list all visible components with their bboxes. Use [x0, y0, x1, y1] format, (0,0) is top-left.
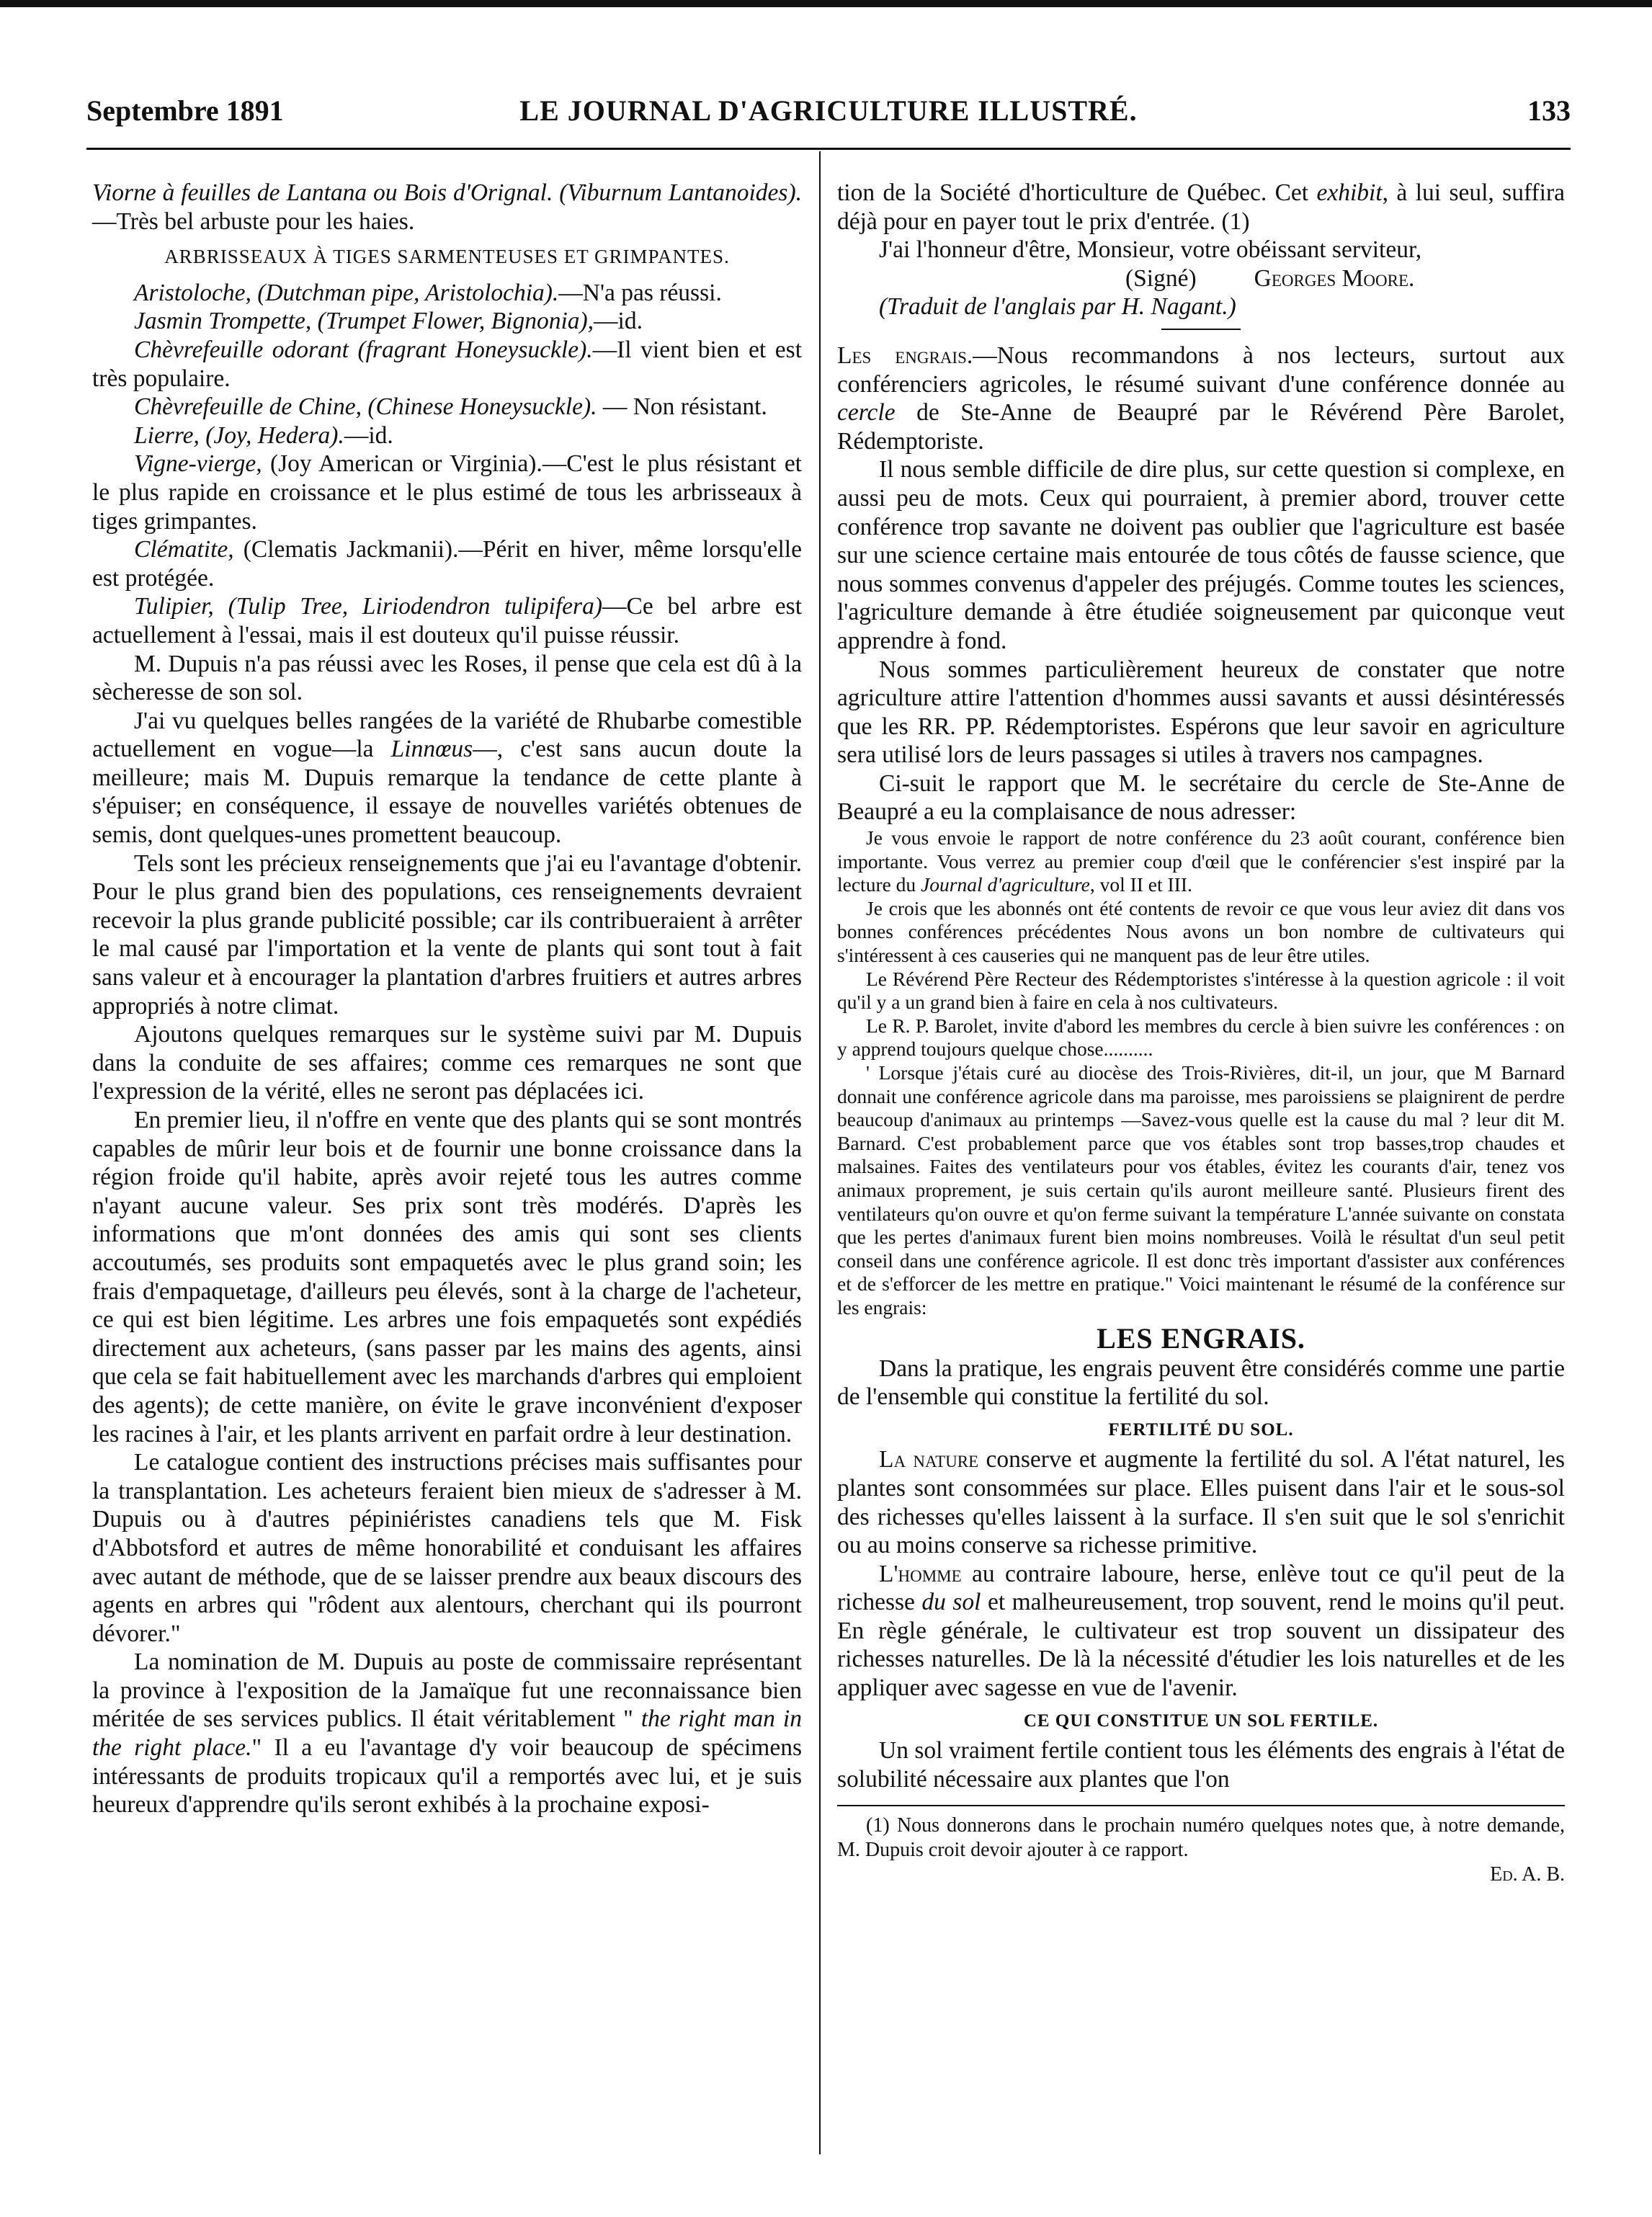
plant-name: Chèvrefeuille de Chine, (Chinese Honeysuckle). [134, 393, 597, 421]
text: —Ce bel arbre est actuellement à l'essai, mais il est douteux qu'il puisse réussir. [92, 593, 803, 648]
page-number: 133 [1527, 94, 1571, 127]
plant-name: Aristoloche, (Dutchman pipe, Aristolochia). [134, 279, 559, 306]
text: conserve et augmente la fertilité du sol. A l'état naturel, les plantes sont consommées sur place. Elles puisent dans l'air et le sous-sol des richesses qu'elles laissent à la surface. Il s'en suit que le sol s'enrichit ou au moins conserve sa richesse primitive. [837, 1446, 1566, 1559]
plant-name: Vigne-vierge, [134, 450, 262, 478]
lead-in: La nature [879, 1446, 979, 1473]
paragraph: Nous sommes particulièrement heureux de constater que notre agriculture attire l'attention d'hommes aussi savants et aussi désintéressés que les RR. PP. Rédemptoristes. Espérons que leur savoir en agriculture sera utilisé lors de leurs passages si utiles à travers nos campagnes. [837, 656, 1565, 769]
column-divider [819, 151, 821, 2154]
section-heading: ARBRISSEAUX À TIGES SARMENTEUSES ET GRIMPANTES. [164, 246, 730, 268]
footnote [837, 1814, 1565, 1887]
text-italic: exhibit [1316, 179, 1383, 206]
text: tion de la Société d'horticulture de Québec. Cet [837, 179, 1317, 206]
text: et malheureusement, trop souvent, rend le moins qu'il peut. En règle générale, le cultivateur est trop souvent un dissipateur des richesses naturelles. De là la nécessité d'étudier les lois naturelles et de les appliquer avec sagesse en vue de l'avenir. [837, 1589, 1565, 1702]
text: (Joy American or Virginia).—C'est le plus résistant et le plus rapide en croissance et le plus estimé de tous les arbrisseaux à tiges grimpantes. [92, 450, 802, 535]
paragraph [92, 450, 802, 535]
right-column [837, 179, 1565, 1887]
plant-name: Lierre, (Joy, Hedera). [134, 421, 344, 449]
paragraph: Ajoutons quelques remarques sur le système suivi par M. Dupuis dans la conduite de ses affaires; comme ces remarques ne sont que l'expression de la vérité, elles ne seront pas déplacées ici. [92, 1021, 802, 1105]
text: —N'a pas réussi. [558, 279, 722, 306]
text: " Il a eu l'avantage d'y voir beaucoup de spécimens intéressants de produits tropicaux qu'il a remportés avec lui, et je suis heureux d'apprendre qu'ils seront exhibés à la prochaine exposi- [92, 1734, 802, 1819]
text: La nomination de M. Dupuis au poste de commissaire représentant la province à l'exposition de la Jamaïque fut une reconnaissance bien méritée de ses services publics. Il était véritablement " [92, 1649, 802, 1733]
plant-name: Tulipier, (Tulip Tree, Liriodendron tulipifera) [134, 593, 602, 620]
closing: J'ai l'honneur d'être, Monsieur, votre obéissant serviteur, [879, 236, 1422, 264]
author-name: Georges Moore. [1254, 264, 1415, 292]
text-italic: cercle [837, 399, 896, 427]
text: de Ste-Anne de Beaupré par le Révérend Père Barolet, Rédemptoriste. [837, 399, 1565, 455]
paragraph [92, 592, 802, 649]
paragraph: Un sol vraiment fertile contient tous les éléments des engrais à l'état de solubilité nécessaire aux plantes que l'on [837, 1737, 1565, 1793]
paragraph [92, 179, 802, 236]
quoted-report [837, 826, 1565, 1319]
left-column [92, 179, 802, 1819]
footnote-signature: Ed. A. B. [1490, 1863, 1565, 1886]
paragraph [837, 342, 1565, 455]
divider [1161, 329, 1241, 330]
paragraph: M. Dupuis n'a pas réussi avec les Roses, il pense que cela est dû à la sècheresse de son sol. [92, 650, 802, 706]
paragraph [92, 535, 802, 592]
paragraph [92, 279, 802, 308]
paragraph: Il nous semble difficile de dire plus, sur cette question si complexe, en aussi peu de mots. Ceux qui pourraient, à premier abord, trouver cette conférence trop savante ne doivent pas oublier que l'agriculture est basée sur une science certaine mais entourée de tous côtés de fausse science, que nous sommes convenus d'appeler des préjugés. Comme toutes les sciences, l'agriculture demande à être étudiée soigneusement par quiconque veut apprendre à fond. [837, 456, 1565, 654]
paragraph [92, 307, 802, 336]
text: J'ai vu quelques belles rangées de la variété de Rhubarbe comestible actuellement en vogue—la [92, 707, 802, 763]
signed-label: (Signé) [1125, 264, 1197, 292]
text: (Clematis Jackmanii).—Périt en hiver, même lorsqu'elle est protégée. [92, 536, 802, 592]
paragraph [837, 1445, 1565, 1559]
report-paragraph: Je crois que les abonnés ont été contents de revoir ce que vous leur aviez dit dans vos bonnes conférences précédentes Nous avons un bon nombre de cultivateurs qui s'intéressent à ces causeries qui ne manquent pas de leur être utiles. [837, 896, 1565, 967]
paragraph: Ci-suit le rapport que M. le secrétaire du cercle de Ste-Anne de Beaupré a eu la complaisance de nous adresser: [837, 770, 1565, 826]
section-title: LES ENGRAIS. [1097, 1321, 1305, 1355]
report-paragraph: Le R. P. Barolet, invite d'abord les membres du cercle à bien suivre les conférences : on y apprend toujours quelque chose.......... [837, 1014, 1565, 1061]
english-phrase: the right man in the right place. [92, 1705, 802, 1762]
text: —, c'est sans aucun doute la meilleure; mais M. Dupuis remarque la tendance de cette plante à s'épuiser; en conséquence, il essaye de nouvelles variétés obtenues de semis, dont quelques-unes promettent beaucoup. [92, 736, 803, 849]
text: Je vous envoie le rapport de notre conférence du 23 août courant, conférence bien importante. Vous verrez au premier coup d'œil que le conférencier s'est inspiré par la lecture du [837, 826, 1565, 896]
lead-in: Les engrais. [837, 342, 973, 369]
footnote-rule [837, 1805, 1565, 1806]
journal-title: LE JOURNAL D'AGRICULTURE ILLUSTRÉ. [519, 94, 1138, 127]
text: —Nous recommandons à nos lecteurs, surtout aux conférenciers agricoles, le résumé suivant d'une conférence donnée au [837, 342, 1565, 398]
report-paragraph: ' Lorsque j'étais curé au diocèse des Trois-Rivières, dit-il, un jour, que M Barnard donnait une conférence agricole dans ma paroisse, mes paroissiens se plaignirent de perdre beaucoup d'animaux au printemps —Savez-vous quelle est la cause du mal ? leur dit M. Barnard. C'est probablement parce que vos étables sont trop basses,trop chaudes et malsaines. Faites des ventilateurs pour vos étables, évitez les courants d'air, tenez vos animaux proprement, je suis certain qu'ils auront meilleure santé. Plusieurs firent des ventilateurs qu'on ouvre et qu'on ferme suivant la température L'année suivante on constata que les pertes d'animaux furent bien moins nombreuses. Voilà le résultat d'un seul petit conseil dans une conférence agricole. Il est donc très important d'assister aux conférences et de s'efforcer de les mettre en pratique." Voici maintenant le résumé de la conférence sur les engrais: [837, 1061, 1565, 1319]
plant-name: Viorne à feuilles de Lantana ou Bois d'Orignal. (Viburnum Lantanoides). [92, 179, 802, 206]
text: , vol II et III. [1089, 873, 1192, 896]
text: — Non résistant. [597, 393, 767, 421]
paragraph [92, 393, 802, 421]
page-header [86, 94, 1571, 137]
text: , à lui seul, suffira déjà pour en payer tout le prix d'entrée. (1) [837, 179, 1565, 235]
lead-in: L'homme [879, 1560, 962, 1587]
paragraph [837, 179, 1565, 236]
text-italic: du sol [921, 1589, 981, 1616]
paragraph: Tels sont les précieux renseignements que j'ai eu l'avantage d'obtenir. Pour le plus grand bien des populations, ces renseignements devraient recevoir la plus grande publicité possible; car ils contribueraient à arrêter le mal causé par l'importation et la vente de plants qui sont tout à fait sans valeur et à encourager la plantation d'arbres fruitiers et autres arbres appropriés à notre climat. [92, 849, 802, 1020]
header-rule [86, 148, 1571, 150]
report-paragraph: Le Révérend Père Recteur des Rédemptoristes s'intéresse à la question agricole : il voit qu'il y a un grand bien à faire en cela à nos cultivateurs. [837, 967, 1565, 1014]
text: au contraire laboure, herse, enlève tout ce qu'il peut de la richesse [837, 1560, 1565, 1616]
footnote-text: (1) Nous donnerons dans le prochain numéro quelques notes que, à notre demande, M. Dupuis croit devoir ajouter à ce rapport. [837, 1814, 1565, 1862]
top-border [0, 0, 1652, 7]
plant-name: Linnœus [390, 736, 473, 763]
paragraph [92, 421, 802, 450]
subsection-title: CE QUI CONSTITUE UN SOL FERTILE. [1023, 1710, 1379, 1731]
paragraph: Dans la pratique, les engrais peuvent être considérés comme une partie de l'ensemble qui constitue la fertilité du sol. [837, 1355, 1565, 1411]
paragraph [92, 336, 802, 393]
plant-name: Clématite, [134, 536, 234, 563]
text: —id. [594, 308, 643, 335]
issue-date: Septembre 1891 [86, 94, 284, 127]
report-paragraph [837, 826, 1565, 897]
signature-line [837, 264, 1565, 293]
translator-credit: (Traduit de l'anglais par H. Nagant.) [879, 293, 1236, 321]
text: —Il vient bien et est très populaire. [92, 336, 803, 392]
paragraph [92, 707, 802, 849]
paragraph [92, 1648, 802, 1819]
journal-name: Journal d'agriculture [921, 873, 1090, 896]
subsection-title: FERTILITÉ DU SOL. [1108, 1419, 1294, 1440]
plant-name: Chèvrefeuille odorant (fragrant Honeysuckle). [134, 336, 593, 363]
text: —Très bel arbuste pour les haies. [92, 208, 415, 235]
text: —id. [344, 421, 393, 449]
paragraph [837, 1560, 1565, 1703]
paragraph: En premier lieu, il n'offre en vente que des plants qui se sont montrés capables de mûrir leur bois et de fournir une bonne croissance dans la région froide qu'il habite, après avoir rejeté tous les autres comme n'ayant aucune valeur. Ses prix sont très modérés. D'après les informations que m'ont données des amis qui sont ses clients accoutumés, ses produits sont empaquetés avec le plus grand soin; les frais d'empaquetage, d'ailleurs peu élevés, sont à la charge de l'acheteur, ce qui est bien légitime. Les arbres une fois empaquetés sont expédiés directement aux acheteurs, (sans passer par les mains des agents, ainsi que cela se fait habituellement avec les marchands d'arbres qui emploient des agents); de cette manière, on évite le grave inconvénient d'exposer les racines à l'air, et les plants arrivent en parfait ordre à leur destination. [92, 1107, 802, 1447]
plant-name: Jasmin Trompette, (Trumpet Flower, Bignonia), [134, 308, 594, 335]
paragraph: Le catalogue contient des instructions précises mais suffisantes pour la transplantation. Les acheteurs feraient bien mieux de s'adresser à M. Dupuis ou à d'autres pépiniéristes canadiens tels que M. Fisk d'Abbotsford et autres de même honorabilité et conduisant les affaires avec autant de méthode, que de se laisser prendre aux beaux discours des agents en arbres qui "rôdent aux alentours, cherchant qui ils pourront dévorer." [92, 1449, 802, 1647]
